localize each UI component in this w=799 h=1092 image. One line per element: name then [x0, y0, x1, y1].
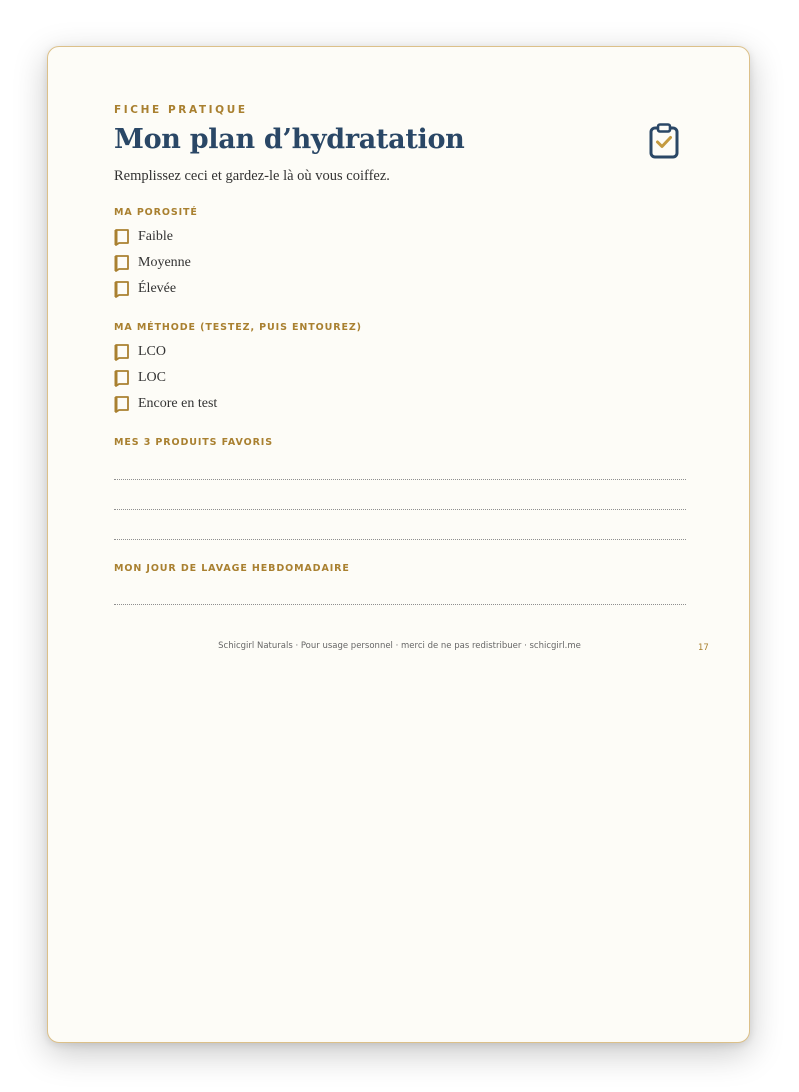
products-section-label: MES 3 PRODUITS FAVORIS — [114, 437, 273, 448]
porosity-option-label: Moyenne — [138, 255, 191, 270]
method-section-label: MA MÉTHODE (TESTEZ, PUIS ENTOUREZ) — [114, 322, 362, 333]
worksheet-content — [114, 103, 686, 605]
wash-day-section-label: MON JOUR DE LAVAGE HEBDOMADAIRE — [114, 563, 350, 574]
page-footer: Schicgirl Naturals · Pour usage personnel · merci de ne pas redistribuer · schicgirl.me — [218, 641, 581, 651]
page-title: Mon plan d’hydratation — [114, 124, 465, 155]
worksheet-page — [47, 46, 750, 1043]
product-write-line-3[interactable] — [114, 539, 686, 540]
method-option-label: Encore en test — [138, 396, 218, 411]
product-write-line-1[interactable] — [114, 479, 686, 480]
checkbox-icon[interactable] — [114, 395, 131, 414]
porosity-option-elevee[interactable] — [114, 276, 686, 302]
checkbox-icon[interactable] — [114, 280, 131, 299]
method-options — [114, 339, 686, 417]
porosity-option-faible[interactable] — [114, 224, 686, 250]
checkbox-icon[interactable] — [114, 228, 131, 247]
wash-day-write-line[interactable] — [114, 604, 686, 605]
page-number: 17 — [698, 643, 709, 653]
porosity-options — [114, 224, 686, 302]
checkbox-icon[interactable] — [114, 369, 131, 388]
method-option-encore-en-test[interactable] — [114, 391, 686, 417]
method-option-label: LCO — [138, 344, 166, 359]
method-option-loc[interactable] — [114, 365, 686, 391]
checkbox-icon[interactable] — [114, 254, 131, 273]
porosity-option-moyenne[interactable] — [114, 250, 686, 276]
page-subtitle: Remplissez ceci et gardez-le là où vous coiffez. — [114, 168, 390, 184]
checkbox-icon[interactable] — [114, 343, 131, 362]
porosity-option-label: Élevée — [138, 281, 177, 296]
method-option-label: LOC — [138, 370, 166, 385]
porosity-option-label: Faible — [138, 229, 173, 244]
method-option-lco[interactable] — [114, 339, 686, 365]
product-write-line-2[interactable] — [114, 509, 686, 510]
eyebrow-label: FICHE PRATIQUE — [114, 104, 248, 116]
porosity-section-label: MA POROSITÉ — [114, 207, 198, 218]
